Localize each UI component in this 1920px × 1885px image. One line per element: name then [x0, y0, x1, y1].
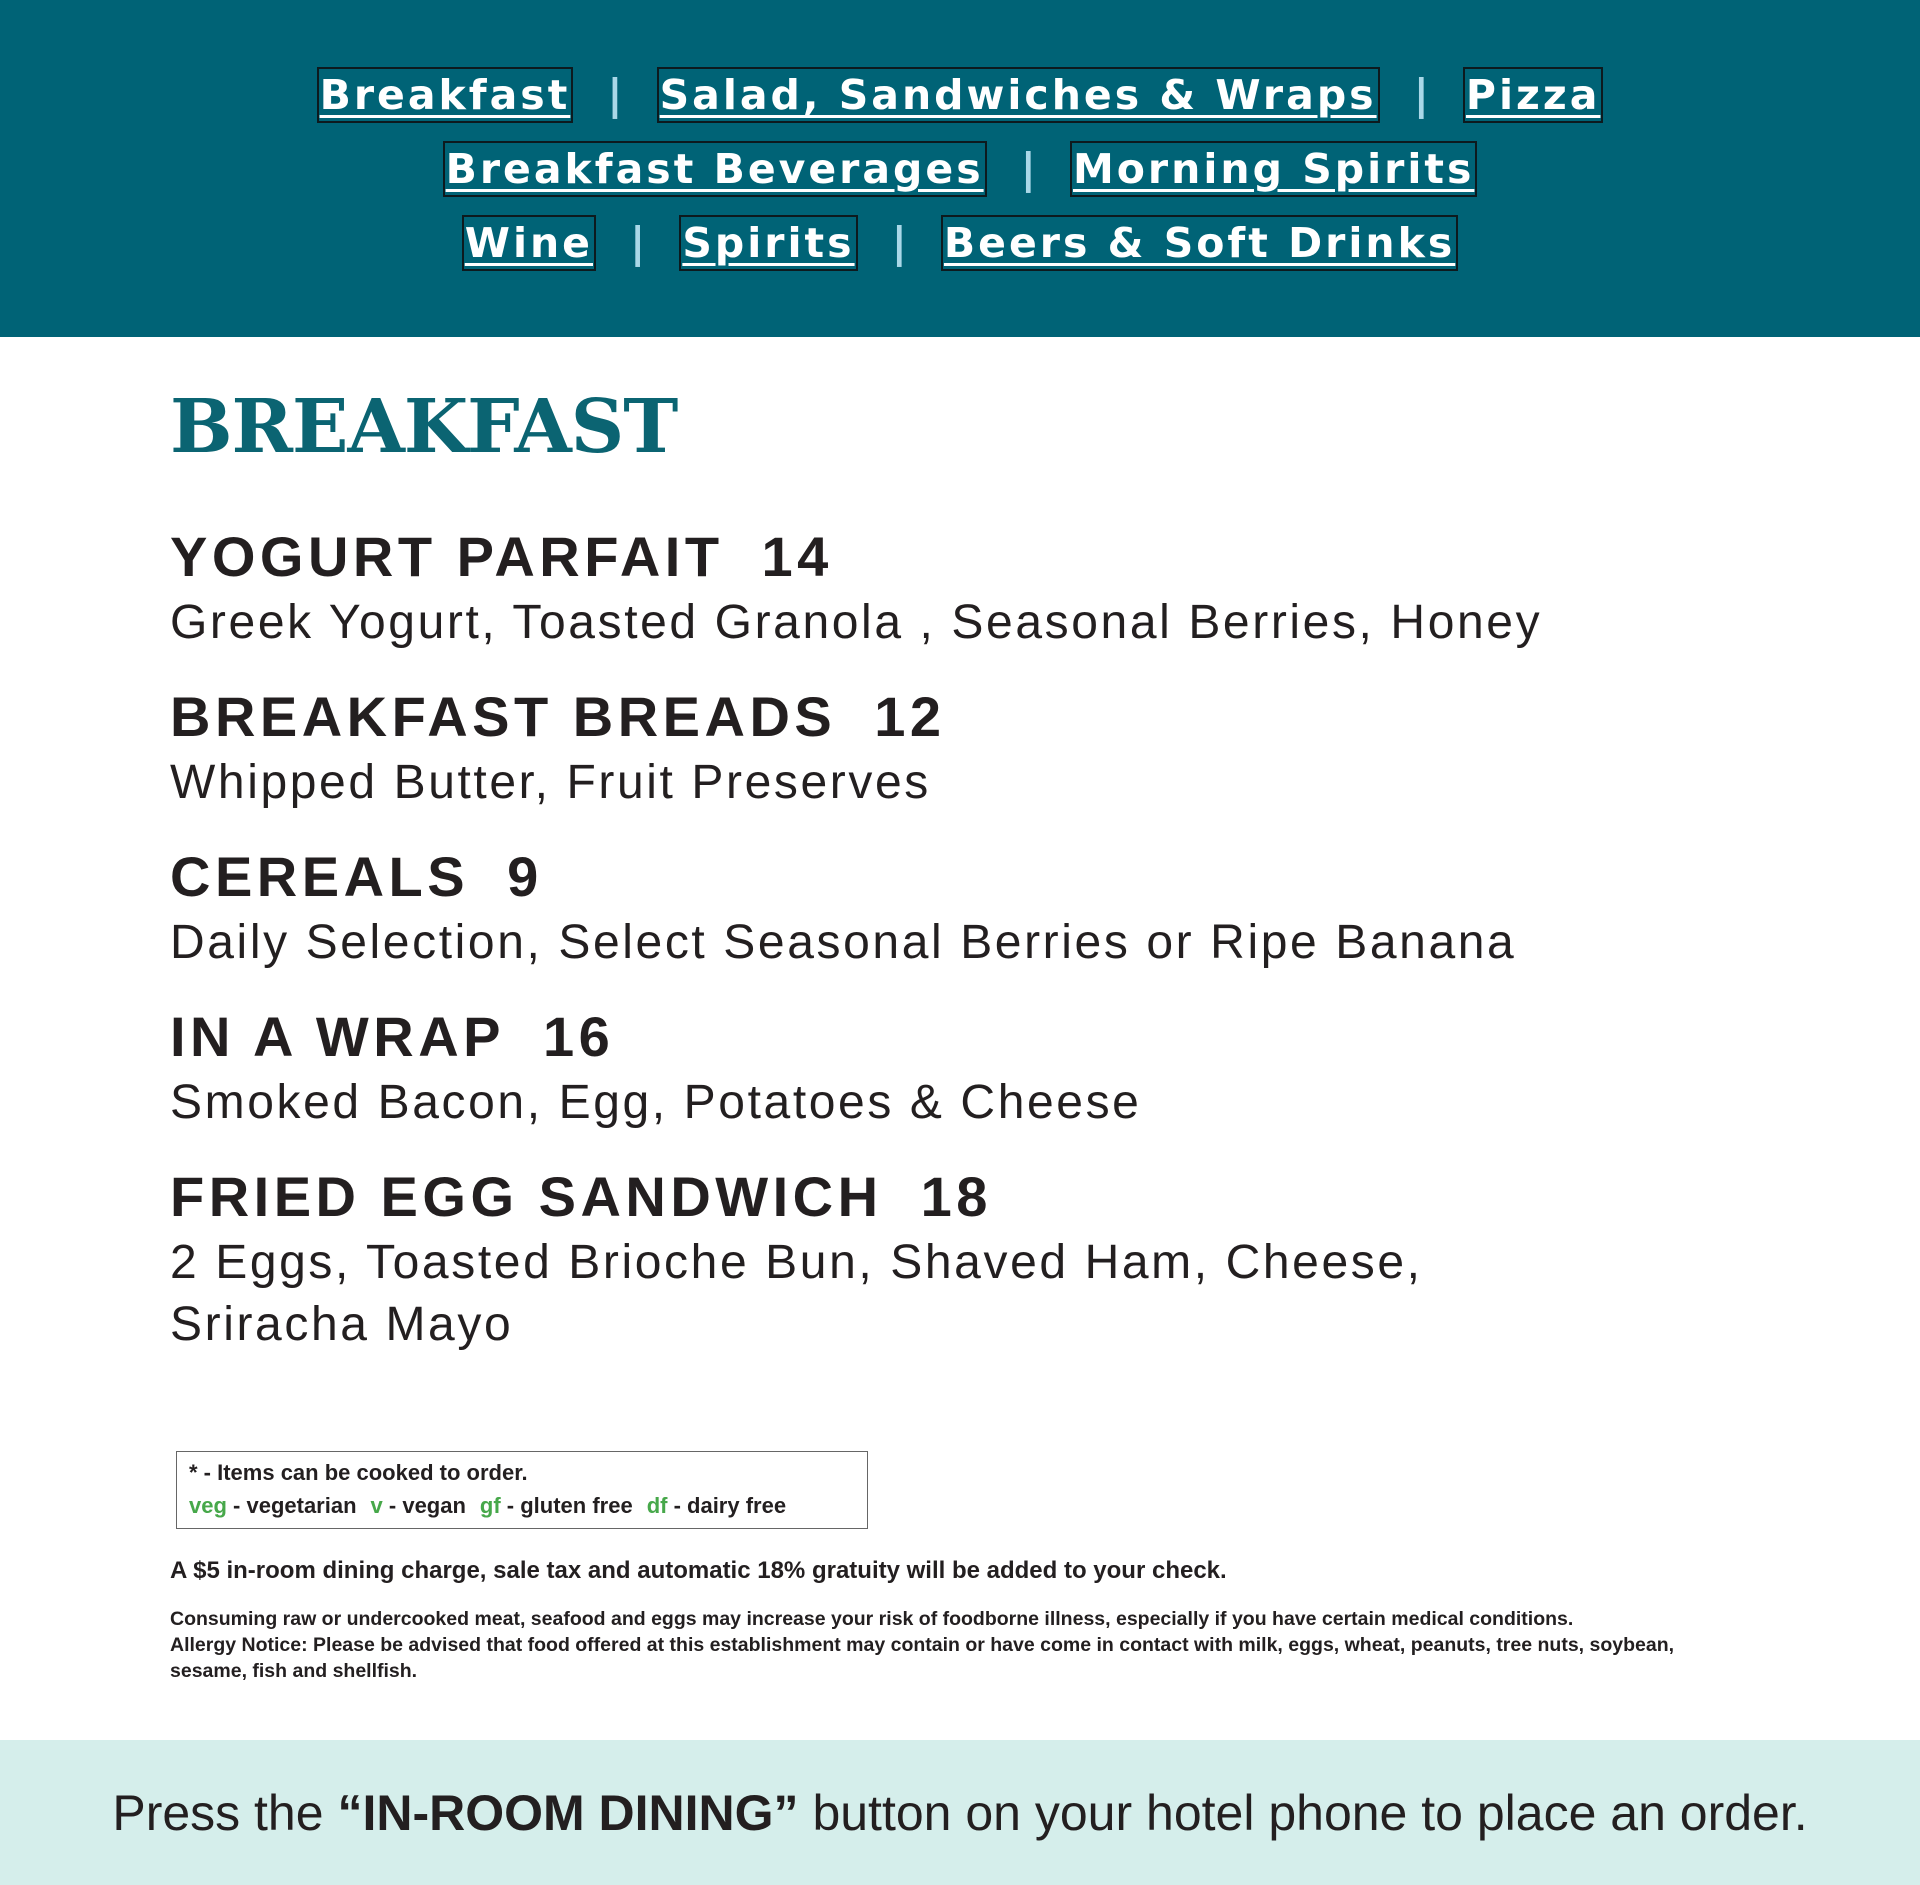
nav-link-morning-spirits[interactable]: Morning Spirits	[1070, 141, 1477, 197]
menu-item-price: 16	[543, 1005, 615, 1068]
menu-item-heading	[170, 522, 1770, 592]
nav-row-2	[0, 139, 1920, 199]
nav-link-spirits[interactable]: Spirits	[679, 215, 857, 271]
menu-item-price: 14	[761, 525, 833, 588]
menu-item-name: BREAKFAST BREADS	[170, 685, 837, 748]
menu-item-heading	[170, 682, 1770, 752]
menu-item-price: 18	[920, 1165, 992, 1228]
menu-item	[170, 1002, 1770, 1134]
nav-link-breakfast[interactable]: Breakfast	[317, 67, 574, 123]
legend-code-v: v	[370, 1493, 383, 1518]
nav-separator: |	[630, 218, 646, 267]
nav-link-breakfast-beverages[interactable]: Breakfast Beverages	[443, 141, 987, 197]
footer-suffix: button on your hotel phone to place an order.	[798, 1784, 1808, 1841]
category-nav	[0, 0, 1920, 337]
menu-item-price: 9	[507, 845, 543, 908]
menu-item-name: CEREALS	[170, 845, 470, 908]
legend-label-dairy-free: - dairy free	[667, 1493, 787, 1518]
menu-item	[170, 522, 1770, 654]
fineprint	[170, 1606, 1740, 1684]
menu-item	[170, 842, 1770, 974]
legend-code-gf: gf	[479, 1493, 501, 1518]
menu-item-price: 12	[874, 685, 946, 748]
menu-item-description: Whipped Butter, Fruit Preserves	[170, 756, 931, 809]
nav-row-1	[0, 65, 1920, 125]
nav-separator: |	[607, 70, 623, 119]
legend-code-df: df	[646, 1493, 668, 1518]
legend-codes	[189, 1489, 867, 1522]
dietary-legend	[176, 1451, 868, 1529]
footer-prefix: Press the	[112, 1784, 338, 1841]
page-title: BREAKFAST	[170, 384, 678, 470]
charge-notice: A $5 in-room dining charge, sale tax and automatic 18% gratuity will be added to your check.	[170, 1557, 1227, 1584]
legend-label-vegan: - vegan	[382, 1493, 466, 1518]
menu-item-description: Daily Selection, Select Seasonal Berries or Ripe Banana	[170, 916, 1517, 969]
allergy-notice: Allergy Notice: Please be advised that food offered at this establishment may contain or have come in contact with milk, eggs, wheat, peanuts, tree nuts, soybean, sesame, fish and shellfish.	[170, 1634, 1675, 1682]
legend-code-veg: veg	[189, 1493, 227, 1518]
menu-item	[170, 1162, 1770, 1356]
order-instructions-footer	[0, 1740, 1920, 1885]
menu-item-description: Smoked Bacon, Egg, Potatoes & Cheese	[170, 1076, 1142, 1129]
consumption-warning: Consuming raw or undercooked meat, seafood and eggs may increase your risk of foodborne illness, especially if you have certain medical conditions.	[170, 1608, 1574, 1630]
menu-item-name: IN A WRAP	[170, 1005, 505, 1068]
legend-cooked-to-order: * - Items can be cooked to order.	[189, 1460, 528, 1485]
menu-item-name: YOGURT PARFAIT	[170, 525, 724, 588]
nav-row-3	[0, 213, 1920, 273]
menu-item-description: Greek Yogurt, Toasted Granola , Seasonal Berries, Honey	[170, 596, 1543, 649]
nav-separator: |	[891, 218, 907, 267]
legend-label-vegetarian: - vegetarian	[226, 1493, 357, 1518]
nav-link-wine[interactable]: Wine	[462, 215, 596, 271]
menu-list	[170, 522, 1770, 1384]
menu-item-heading	[170, 842, 1770, 912]
menu-item-heading	[170, 1162, 1770, 1232]
menu-item-name: FRIED EGG SANDWICH	[170, 1165, 883, 1228]
nav-link-beers-soft-drinks[interactable]: Beers & Soft Drinks	[941, 215, 1458, 271]
menu-item	[170, 682, 1770, 814]
order-instructions	[112, 1784, 1807, 1842]
menu-item-heading	[170, 1002, 1770, 1072]
footer-emphasis: “IN-ROOM DINING”	[337, 1784, 799, 1841]
legend-label-gluten-free: - gluten free	[500, 1493, 633, 1518]
menu-item-description: 2 Eggs, Toasted Brioche Bun, Shaved Ham, Cheese, Sriracha Mayo	[170, 1236, 1423, 1351]
nav-link-salad-sandwiches-wraps[interactable]: Salad, Sandwiches & Wraps	[657, 67, 1380, 123]
nav-link-pizza[interactable]: Pizza	[1463, 67, 1604, 123]
nav-separator: |	[1020, 144, 1036, 193]
nav-separator: |	[1413, 70, 1429, 119]
